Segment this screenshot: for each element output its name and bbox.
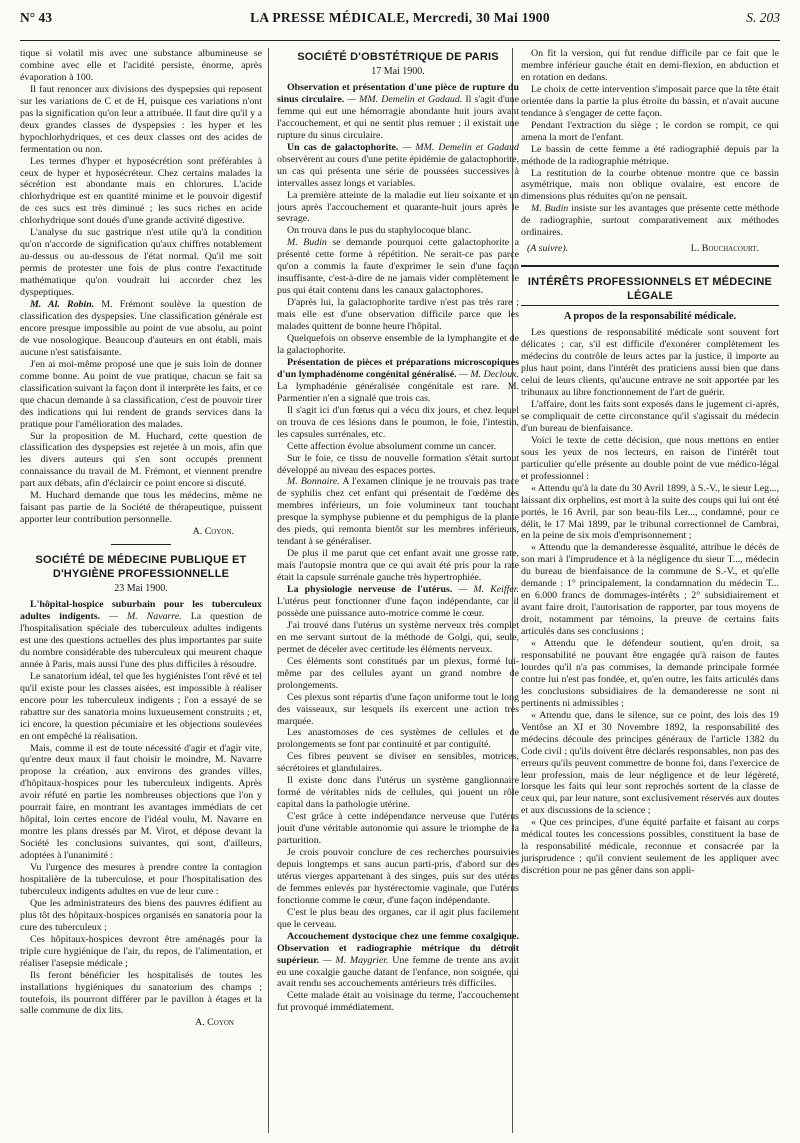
section-date: 17 Mai 1900.: [371, 66, 425, 77]
article-heading: A propos de la responsabilité médicale.: [563, 311, 737, 323]
article-heading: La physiologie nerveuse de l'utérus.: [287, 584, 453, 596]
paragraph: La première atteinte de la maladie eut lieu soixante et un jours après l'accouchement et quarante-huit jours après le sevrage.: [277, 189, 519, 225]
paragraph: L'analyse du suc gastrique n'est utile qu'à la condition qu'on n'accorde de signification qu'aux chiffres notablement au-dessus ou au-dessous de l'état normal. Qu'il me soit permis de protester une fois de plus contre l'exactitude mathématique qu'on voudrait lui accorder chez les dyspeptiques.: [20, 227, 262, 299]
paragraph: Ces fibres peuvent se diviser en sensibles, motrices, sécrétoires et glandulaires.: [277, 751, 519, 775]
paragraph: Sur la proposition de M. Huchard, cette question de classification des dyspepsies est rejetée à un mois, afin que les divers auteurs qui s'en sont occupés prennent connaissance du travail de M. Frémont, et viennent prendre part aux débats, afin d'éclaircir ce point encore si discuté.: [20, 430, 262, 490]
paragraph: J'ai trouvé dans l'utérus un système nerveux très complet en me servant surtout de la méthode de Golgi, qui, seule, permet de déceler avec certitude les éléments nerveux.: [277, 619, 519, 655]
paragraph: Vu l'urgence des mesures à prendre contre la contagion hospitalière de la tuberculose, et pour l'hospitalisation des tuberculeux indigents adultes en vue de leur cure :: [20, 862, 262, 897]
page-header: [20, 10, 780, 28]
column-divider: [268, 48, 269, 1133]
paragraph: « Attendu que la demanderesse èsqualité, attribue le décès de son mari à l'imprudence et à la négligence du sieur T..., médecin du bureau de bienfaisance de la commune de S.-V., et qu'elle demande : 1° principalement, la condamnation du médecin T... en 6.000 francs de dommages-intérêts ; 2° subsidiairement et avant faire droit, l'autorisation de rapporter, par tous moyens de droit, notamment par témoins, la preuve de certains faits articulés dans ses conclusions ;: [521, 542, 779, 638]
paragraph: Un cas de galactophorite. — MM. Demelin et Gadaud observèrent au cours d'une petite épidémie de galactophorite, un cas qui présenta une série de poussées successives à intervalles assez longs et variables.: [277, 141, 519, 189]
paragraph: M. Budin se demande pourquoi cette galactophorite a présenté cette forme à répétition. Ne serait-ce pas parce qu'on a commis la faute d'exprimer le sein d'une façon insuffisante, c'est-à-dire de ne jamais vider complètement le pus qui était contenu dans les canaux galactophores.: [277, 237, 519, 297]
paragraph: Pendant l'extraction du siège ; le cordon se rompit, ce qui amena la mort de l'enfant.: [521, 119, 779, 143]
paragraph: D'après lui, la galactophorite tardive n'est pas très rare ; mais elle est d'une observation difficile parce que les malades quittent de bonne heure l'hôpital.: [277, 297, 519, 333]
paragraph: Je crois pouvoir conclure de ces recherches poursuivies depuis longtemps et sans aucun parti-pris, d'abord sur des utérus vierges appartenant à des singes, puis sur des utérus de femmes enlevés par hystérectomie vaginale, que l'utérus fonctionne comme le cœur, d'une façon indépendante.: [277, 847, 519, 906]
signature: A. Coyon: [195, 1017, 234, 1029]
paragraph: M. Al. Robin. M. Frémont soulève la question de classification des dyspepsies. Une classification générale est encore presque impossible au point de vue absolu, au point de vue nosologique. Beaucoup d'auteurs en ont établi, mais aucune n'est satisfaisante.: [20, 299, 262, 358]
paragraph: La restitution de la courbe obtenue montre que ce bassin asymétrique, mais non oblique ovalaire, est encore de dimensions plus réduites qu'on ne pensait.: [521, 167, 779, 203]
header-rule: [20, 40, 780, 41]
section-title: SOCIÉTÉ D'OBSTÉTRIQUE DE PARIS: [297, 51, 499, 63]
signature: L. Bouchacourt.: [690, 243, 759, 255]
paragraph: C'est grâce à cette indépendance nerveuse que l'utérus jouit d'une véritable autonomie qui assure le triomphe de la parturition.: [277, 811, 519, 847]
paragraph: Les anastomoses de ces systèmes de cellules et de prolongements se font par continuité et par contiguïté.: [277, 727, 519, 751]
paragraph: Les termes d'hyper et hyposécrétion sont préférables à ceux de hyper et hyposécréteur. Chez certains malades la sécrétion est abondante mais en chlorures. L'acide chlorhydrique est en quantité minime et le pouvoir digestif de ces sucs est très diminué ; les sucs riches en acide chlorhydrique sont doués d'une grande activité digestive.: [20, 155, 262, 227]
signature: A. Coyon.: [192, 526, 234, 538]
paragraph: Quelquefois on observe ensemble de la lymphangite et de la galactophorite.: [277, 333, 519, 356]
speaker-name: M. Budin: [287, 237, 327, 249]
speaker-name: M. Al. Robin.: [30, 299, 95, 311]
issue-number: N° 43: [20, 10, 53, 25]
separator: [111, 544, 171, 545]
paragraph: Le bassin de cette femme a été radiographié depuis par la méthode de la radiographie métrique.: [521, 143, 779, 167]
journal-title: LA PRESSE MÉDICALE, Mercredi, 30 Mai 1900: [250, 10, 550, 25]
paragraph: Que les administrateurs des biens des pauvres édifient au plus tôt des hôpitaux-hospices organisés en sanatoria pour la cure des tuberculeux ;: [20, 897, 262, 933]
paragraph: tique si volatil mis avec une substance albumineuse se combine avec elle et l'acidité persiste, énorme, après évaporation à 100.: [20, 48, 262, 83]
paragraph: Accouchement dystocique chez une femme coxalgique. Observation et radiographie métrique du détroit supérieur. — M. Maygrier. Une femme de trente ans avait eu une coxalgie gauche datant de l'enfance, non soignée, qui avait rendu ses accouchements antérieurs très difficiles.: [277, 930, 519, 990]
paragraph: Le choix de cette intervention s'imposait parce que la tête était orientée dans la partie la plus étroite du bassin, et n'avait aucune tendance à s'engager de cette façon.: [521, 83, 779, 119]
speaker-name: M. Budin: [531, 203, 569, 215]
column-3: [521, 48, 779, 1138]
paragraph: Sur le foie, ce tissu de nouvelle formation s'était surtout développé au niveau des espaces portes.: [277, 452, 519, 476]
paragraph: Présentation de pièces et préparations microscopiques d'un lymphadénome congénital généralisé. — M. Decloux. La lymphadénie généralisée congénitale est rare. M. Parmentier n'en a signalé que trois cas.: [277, 356, 519, 404]
section-title: SOCIÉTÉ DE MÉDECINE PUBLIQUE ET D'HYGIÈNE PROFESSIONNELLE: [35, 554, 247, 581]
paragraph: Il faut renoncer aux divisions des dyspepsies qui reposent sur les variations de C et de H, puisque ces variations n'ont pas la signification qu'on leur a attribuée. Il faut dire qu'il y a deux grandes classes de dyspepsies : les hyper et les hypochlorhydriques, et ces deux classes ont des acides de fermentation ou non.: [20, 83, 262, 155]
section-date: 23 Mai 1900.: [114, 583, 168, 595]
paragraph: Le sanatorium idéal, tel que les hygiénistes l'ont rêvé et tel qu'il existe pour les classes aisées, est impossible à réaliser encore pour les tuberculeux indigents ; l'on a essayé de se rabattre sur des sanatoria moins luxueusement construits ; et, ici encore, la question pécuniaire et les objections soulevées en ont empêché la réalisation.: [20, 670, 262, 742]
paragraph: Il existe donc dans l'utérus un système ganglionnaire formé de véritables nids de cellules, qui jouent un rôle capital dans la pathologie utérine.: [277, 775, 519, 811]
article-heading: Présentation de pièces et préparations microscopiques d'un lymphadénome congénital généralisé.: [277, 356, 519, 380]
paragraph: Voici le texte de cette décision, que nous mettons en entier sous les yeux de nos lecteurs, en raison de l'intérêt tout particulier qu'elle présente au double point de vue médico-légal et professionnel :: [521, 434, 779, 482]
paragraph: La physiologie nerveuse de l'utérus. — M. Keiffer. L'utérus peut fonctionner d'une façon indépendante, car il possède une puissance auto-motrice comme le cœur.: [277, 584, 519, 619]
paragraph: Ces hôpitaux-hospices devront être aménagés pour la triple cure hygiénique de l'air, du repos, de l'alimentation, et réaliser l'asepsie médicale ;: [20, 933, 262, 969]
paragraph: De plus il me parut que cet enfant avait une grosse rate, mais l'autopsie montra que ce qui avait été pris pour la rate était la capsule surrénale gauche très hypertrophiée.: [277, 548, 519, 584]
article-heading: L'hôpital-hospice suburbain pour les tuberculeux adultes indigents.: [20, 599, 262, 623]
paragraph: M. Huchard demande que tous les médecins, même ne faisant pas partie de la Société de thérapeutique, puissent apporter leur contribution personnelle.: [20, 490, 262, 526]
paragraph: Cette malade était au voisinage du terme, l'accouchement fut provoqué immédiatement.: [277, 990, 519, 1014]
paragraph: « Attendu que le défendeur soutient, qu'en droit, sa responsabilité ne pouvant être engagée qu'à raison de fautes lourdes qu'il n'a pas commises, la demande principale formée contre lui n'est pas fondée, et, qu'en outre, les faits articulés dans les conclusions subsidiaires de la demanderesse ne sont ni pertinents ni admissibles ;: [521, 638, 779, 709]
paragraph: Observation et présentation d'une pièce de rupture du sinus circulaire. — MM. Demelin et Gadaud. Il s'agit d'une femme qui eut une hémorragie abondante huit jours avant l'accouchement, et qui ne sentit plus remuer ; il existait une rupture du sinus circulaire.: [277, 82, 519, 141]
column-2: [277, 48, 519, 1138]
section-rule: [521, 305, 779, 306]
paragraph: On trouva dans le pus du staphylocoque blanc.: [287, 225, 472, 237]
paragraph: Ces plexus sont répartis d'une façon uniforme tout le long des vaisseaux, sur lesquels ils exercent une action très marquée.: [277, 691, 519, 727]
article-heading: Un cas de galactophorite.: [287, 141, 399, 153]
paragraph: Les questions de responsabilité médicale sont souvent fort délicates ; car, s'il est difficile d'exonérer complètement les médecins du contrôle de leurs actes par la justice, il importe au plus haut point, dans l'intérêt des praticiens aussi bien que dans celui de leurs clients, qu'aucune entrave ne soit apportée par les tribunaux au libre fonctionnement de l'art de guérir.: [521, 327, 779, 399]
paragraph: L'hôpital-hospice suburbain pour les tuberculeux adultes indigents. — M. Navarre. La question de l'hospitalisation spéciale des tuberculeux adultes indigents est une des questions actuelles des plus importantes par suite du nombre considérable des tuberculeux qui meurent chaque année à Paris, mais aussi l'une des plus difficiles à résoudre.: [20, 599, 262, 670]
to-be-continued: (A suivre).: [527, 243, 569, 255]
paragraph: Mais, comme il est de toute nécessité d'agir et d'agir vite, qu'entre deux maux il faut choisir le moindre, M. Navarre propose la création, aux environs des grandes villes, d'hôpitaux-hospices pour les tuberculeux indigents. Après avoir réfuté en partie les nombreuses objections que l'on y pourrait faire, en montrant les avantages immédiats de cet hôpital, loin certes encore de l'idéal voulu, M. Navarre en montre les plans dressés par M. Virot, et dépose devant la Société les conclusions suivantes, qui sont, d'ailleurs, adoptées à l'unanimité :: [20, 742, 262, 862]
article-footer: [521, 243, 779, 255]
article-heading: Observation et présentation d'une pièce de rupture du sinus circulaire.: [277, 82, 519, 105]
paragraph: M. Budin insiste sur les avantages que présente cette méthode de radiographie, surtout comparativement aux méthodes ordinaires.: [521, 203, 779, 239]
section-title: INTÉRÊTS PROFESSIONNELS ET MÉDECINE LÉGALE: [527, 276, 773, 303]
paragraph: J'en ai moi-même proposé une que je suis loin de donner comme bonne. Au point de vue pratique, chacun se fait sa classification suivant la façon dont il interprète les faits, et ce que chacun demande à sa classification, c'est de pouvoir tirer des indications qui lui rendent de grands services dans la pratique pour l'amélioration des malades.: [20, 358, 262, 430]
paragraph: Il s'agit ici d'un fœtus qui a vécu dix jours, et chez lequel on trouva de ces lésions dans le poumon, le foie, l'intestin, les capsules surrénales, etc.: [277, 404, 519, 440]
paragraph: « Attendu qu'à la date du 30 Avril 1899, à S.-V., le sieur Leg..., laissant dix orphelins, est mort à la suite des coups qui lui ont été portés, le 16 Avril, par son beau-fils Ler..., condamné, pour ce délit, le 17 Mai 1899, par le tribunal correctionnel de Cambrai, en la peine de six mois d'emprisonnement ;: [521, 482, 779, 542]
paragraph: M. Bonnaire. A l'examen clinique je ne trouvais pas trace de syphilis chez cet enfant qui présentait de l'œdème des membres inférieurs, un foie volumineux tant touchant presque la symphyse pubienne et du pemphigus de la plante des pieds, qui remonta bientôt sur les membres inférieurs, tendant à se généraliser.: [277, 476, 519, 548]
article-heading: Accouchement dystocique chez une femme coxalgique. Observation et radiographie métrique du détroit supérieur.: [277, 930, 519, 966]
paragraph: Ils feront bénéficier les hospitalisés de toutes les installations hygiéniques du sanatorium des champs ; toutefois, ils pourront différer par le pavillon à étages et la salle commune de dix lits.: [20, 969, 262, 1017]
page-number: S. 203: [746, 10, 780, 25]
paragraph: Ces éléments sont constitués par un plexus, formé lui-même par des cellules ayant un grand nombre de prolongements.: [277, 655, 519, 691]
paragraph: On fit la version, qui fut rendue difficile par ce fait que le membre inférieur gauche était en demi-flexion, en abduction et en rotation en dedans.: [521, 48, 779, 83]
paragraph: « Que ces principes, d'une équité parfaite et faisant au corps médical toutes les concessions possibles, constituent la base de la responsabilité médicale, reconnue et consacrée par la jurisprudence ; qu'il convient seulement de les appliquer avec discrétion pour ne pas gêner dans son appli-: [521, 817, 779, 877]
column-1: [20, 48, 262, 1138]
paragraph: C'est le plus beau des organes, car il agit plus facilement que le cerveau.: [277, 906, 519, 930]
paragraph: « Attendu que, dans le silence, sur ce point, des lois des 19 Ventôse an XI et 30 Novembre 1892, la responsabilité des médecins découle des principes généraux de l'article 1382 du Code civil ; qu'ils doivent être déclarés responsables, non pas des erreurs qu'ils peuvent commettre de bonne foi, dans l'exercice de leur profession, mais de leur négligence et de leur légèreté, lorsque les faits qui leur sont reprochés sortent de la classe de ceux qui, par leur nature, sont exclusivement réservés aux doutes et aux discussions de la science ;: [521, 709, 779, 817]
paragraph: L'affaire, dont les faits sont exposés dans le jugement ci-après, se compliquait de cette circonstance qu'il s'agissait du médecin d'un bureau de bienfaisance.: [521, 398, 779, 434]
paragraph: Cette affection évolue absolument comme un cancer.: [287, 440, 497, 452]
section-rule: [521, 265, 779, 267]
speaker-name: M. Bonnaire.: [287, 476, 340, 488]
